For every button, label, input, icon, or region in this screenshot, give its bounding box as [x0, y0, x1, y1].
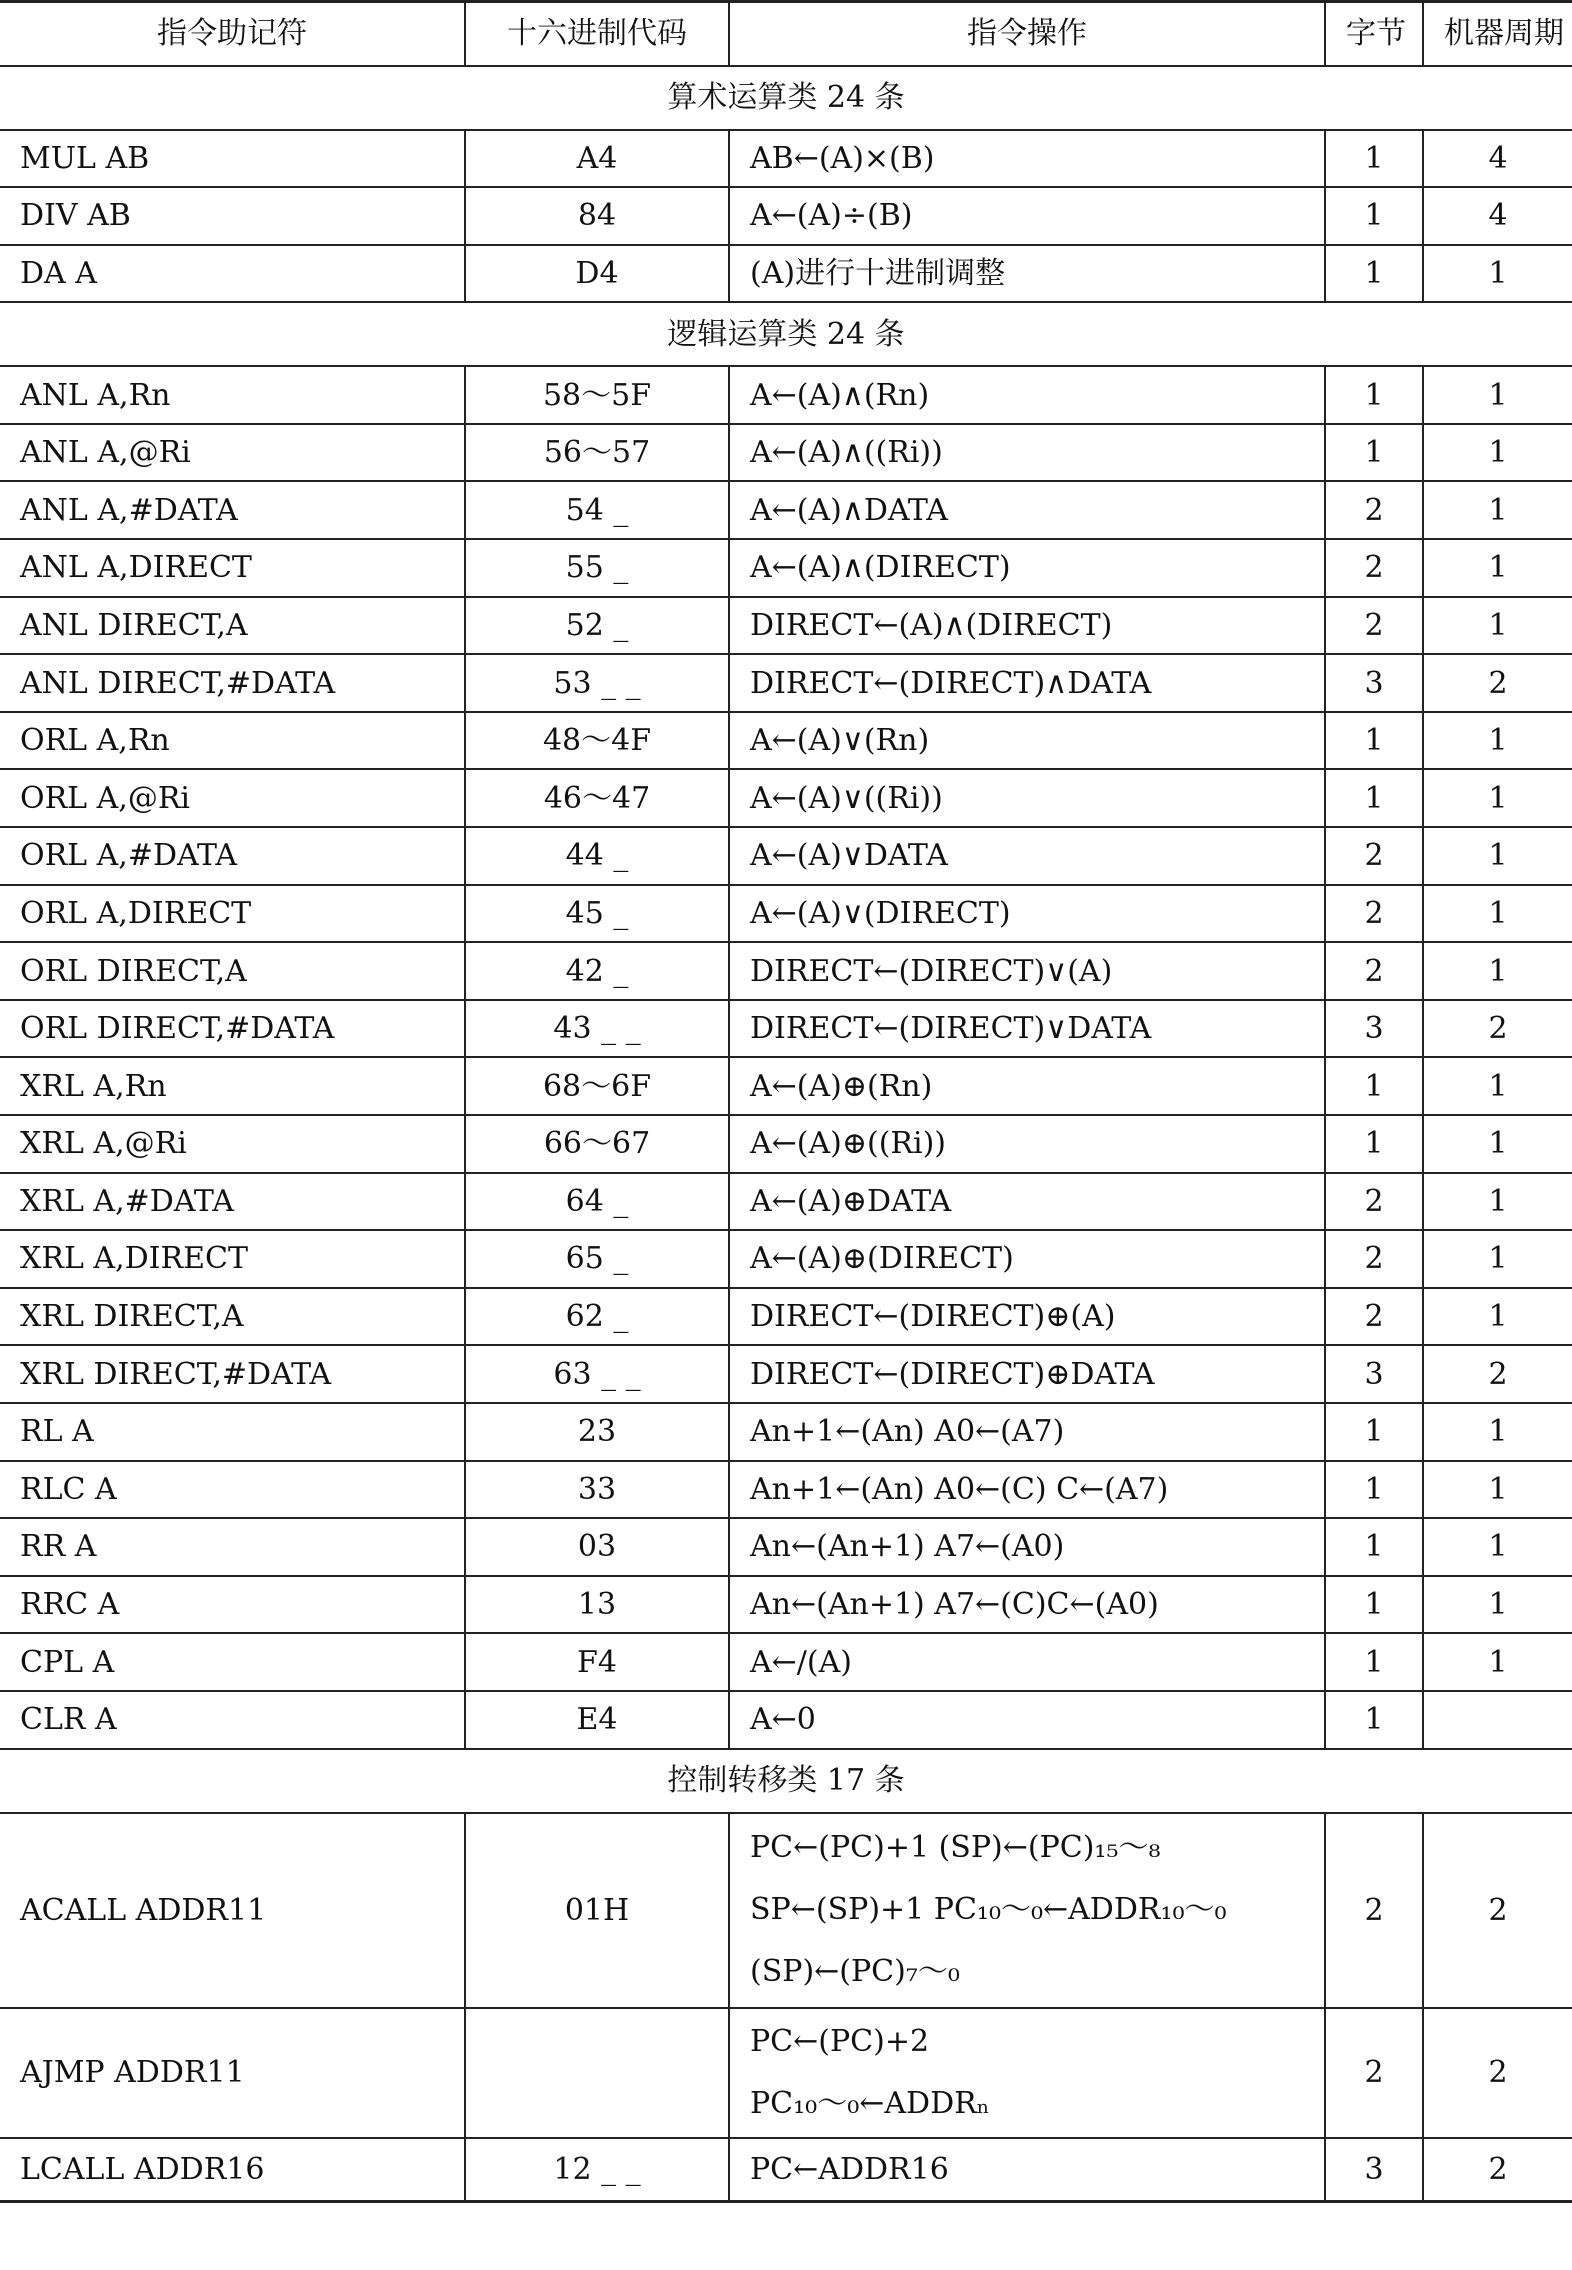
cycles-cell: 1	[1423, 424, 1572, 482]
operation-line: An+1←(An) A0←(A7)	[750, 1414, 1065, 1450]
bytes-cell: 1	[1325, 712, 1423, 770]
operation-cell	[729, 654, 1325, 712]
table-row	[0, 654, 1572, 712]
hex-code-cell: 44 _	[465, 827, 729, 885]
operation-cell	[729, 885, 1325, 943]
operation-cell	[729, 1691, 1325, 1749]
bytes-cell: 2	[1325, 481, 1423, 539]
operation-cell	[729, 2008, 1325, 2138]
operation-cell	[729, 1173, 1325, 1231]
mnemonic-cell: XRL A,@Ri	[0, 1115, 465, 1173]
bytes-cell: 1	[1325, 245, 1423, 303]
mnemonic-cell: ANL A,Rn	[0, 366, 465, 424]
bytes-cell: 1	[1325, 1461, 1423, 1519]
operation-line: DIRECT←(DIRECT)∨(A)	[750, 953, 1113, 989]
bytes-cell: 2	[1325, 2008, 1423, 2138]
operation-line: An+1←(An) A0←(C) C←(A7)	[750, 1471, 1169, 1507]
table-row	[0, 1518, 1572, 1576]
mnemonic-cell: ANL DIRECT,#DATA	[0, 654, 465, 712]
cycles-cell: 4	[1423, 130, 1572, 188]
bytes-cell: 3	[1325, 2138, 1423, 2202]
bytes-cell: 1	[1325, 769, 1423, 827]
table-row	[0, 942, 1572, 1000]
operation-line: A←(A)∧(Rn)	[750, 377, 930, 413]
mnemonic-cell: DIV AB	[0, 187, 465, 245]
section-title: 算术运算类 24 条	[0, 66, 1572, 130]
mnemonic-cell: RL A	[0, 1403, 465, 1461]
cycles-cell: 2	[1423, 654, 1572, 712]
mnemonic-cell: ORL A,@Ri	[0, 769, 465, 827]
hex-code-cell: 54 _	[465, 481, 729, 539]
hex-code-cell: 56～57	[465, 424, 729, 482]
section-header	[0, 302, 1572, 366]
bytes-cell: 1	[1325, 1691, 1423, 1749]
operation-cell	[729, 1057, 1325, 1115]
header-row	[0, 2, 1572, 66]
operation-cell	[729, 942, 1325, 1000]
mnemonic-cell: ORL A,Rn	[0, 712, 465, 770]
operation-cell	[729, 1813, 1325, 2008]
operation-cell	[729, 130, 1325, 188]
mnemonic-cell: LCALL ADDR16	[0, 2138, 465, 2202]
table-row	[0, 366, 1572, 424]
bytes-cell: 1	[1325, 1057, 1423, 1115]
table-row	[0, 245, 1572, 303]
header-cycles: 机器周期	[1423, 2, 1572, 66]
operation-cell	[729, 1000, 1325, 1058]
header-operation: 指令操作	[729, 2, 1325, 66]
operation-line: PC←(PC)+2	[750, 2023, 930, 2059]
hex-code-cell: 23	[465, 1403, 729, 1461]
table-row	[0, 424, 1572, 482]
cycles-cell: 1	[1423, 1633, 1572, 1691]
cycles-cell: 1	[1423, 597, 1572, 655]
section-header	[0, 66, 1572, 130]
cycles-cell: 1	[1423, 481, 1572, 539]
cycles-cell: 1	[1423, 769, 1572, 827]
cycles-cell: 1	[1423, 1403, 1572, 1461]
bytes-cell: 1	[1325, 424, 1423, 482]
cycles-cell: 1	[1423, 1057, 1572, 1115]
operation-cell	[729, 539, 1325, 597]
hex-code-cell: A4	[465, 130, 729, 188]
table-row	[0, 1691, 1572, 1749]
cycles-cell: 1	[1423, 1115, 1572, 1173]
table-row	[0, 1345, 1572, 1403]
hex-code-cell: 45 _	[465, 885, 729, 943]
operation-line: A←(A)∨((Ri))	[750, 780, 943, 816]
operation-line: DIRECT←(DIRECT)∨DATA	[750, 1011, 1152, 1047]
operation-line: (SP)←(PC)₇～₀	[750, 1954, 960, 1990]
operation-line: An←(An+1) A7←(A0)	[750, 1529, 1065, 1565]
operation-line: PC←(PC)+1 (SP)←(PC)₁₅～₈	[750, 1830, 1161, 1866]
mnemonic-cell: ORL A,DIRECT	[0, 885, 465, 943]
cycles-cell: 1	[1423, 712, 1572, 770]
mnemonic-cell: CLR A	[0, 1691, 465, 1749]
operation-line: A←(A)∨DATA	[750, 838, 948, 874]
table-row	[0, 1403, 1572, 1461]
hex-code-cell: 13	[465, 1576, 729, 1634]
hex-code-cell: 53 _ _	[465, 654, 729, 712]
bytes-cell: 1	[1325, 1403, 1423, 1461]
table-row	[0, 769, 1572, 827]
operation-cell	[729, 1230, 1325, 1288]
cycles-cell: 2	[1423, 1000, 1572, 1058]
cycles-cell: 1	[1423, 827, 1572, 885]
operation-cell	[729, 245, 1325, 303]
hex-code-cell: 65 _	[465, 1230, 729, 1288]
table-row	[0, 2008, 1572, 2138]
hex-code-cell: 68～6F	[465, 1057, 729, 1115]
section-title: 控制转移类 17 条	[0, 1749, 1572, 1813]
operation-cell	[729, 597, 1325, 655]
operation-cell	[729, 1576, 1325, 1634]
bytes-cell: 3	[1325, 1000, 1423, 1058]
table-row	[0, 1000, 1572, 1058]
operation-line: A←(A)⊕(Rn)	[750, 1068, 933, 1104]
cycles-cell: 1	[1423, 1173, 1572, 1231]
table-row	[0, 1173, 1572, 1231]
cycles-cell: 2	[1423, 1345, 1572, 1403]
mnemonic-cell: XRL DIRECT,#DATA	[0, 1345, 465, 1403]
bytes-cell: 3	[1325, 1345, 1423, 1403]
bytes-cell: 2	[1325, 1230, 1423, 1288]
bytes-cell: 1	[1325, 366, 1423, 424]
bytes-cell: 1	[1325, 1115, 1423, 1173]
operation-cell	[729, 1518, 1325, 1576]
mnemonic-cell: RR A	[0, 1518, 465, 1576]
table-row	[0, 1633, 1572, 1691]
header-bytes: 字节	[1325, 2, 1423, 66]
table-row	[0, 2138, 1572, 2202]
hex-code-cell: 63 _ _	[465, 1345, 729, 1403]
operation-cell	[729, 769, 1325, 827]
mnemonic-cell: XRL A,Rn	[0, 1057, 465, 1115]
bytes-cell: 1	[1325, 1518, 1423, 1576]
bytes-cell: 2	[1325, 1288, 1423, 1346]
cycles-cell: 1	[1423, 366, 1572, 424]
operation-line: PC₁₀～₀←ADDRₙ	[750, 2085, 990, 2121]
mnemonic-cell: XRL DIRECT,A	[0, 1288, 465, 1346]
operation-cell	[729, 1288, 1325, 1346]
hex-code-cell: 48～4F	[465, 712, 729, 770]
table-row	[0, 1288, 1572, 1346]
mnemonic-cell: AJMP ADDR11	[0, 2008, 465, 2138]
mnemonic-cell: XRL A,#DATA	[0, 1173, 465, 1231]
mnemonic-cell: ORL DIRECT,#DATA	[0, 1000, 465, 1058]
section-title: 逻辑运算类 24 条	[0, 302, 1572, 366]
table-row	[0, 827, 1572, 885]
mnemonic-cell: RLC A	[0, 1461, 465, 1519]
operation-cell	[729, 481, 1325, 539]
operation-line: AB←(A)×(B)	[750, 140, 935, 176]
mnemonic-cell: ANL A,#DATA	[0, 481, 465, 539]
operation-line: A←0	[750, 1702, 816, 1738]
operation-cell	[729, 1403, 1325, 1461]
cycles-cell: 4	[1423, 187, 1572, 245]
operation-line: DIRECT←(DIRECT)⊕(A)	[750, 1299, 1116, 1335]
operation-line: DIRECT←(DIRECT)⊕DATA	[750, 1356, 1155, 1392]
mnemonic-cell: DA A	[0, 245, 465, 303]
hex-code-cell: 03	[465, 1518, 729, 1576]
hex-code-cell: 55 _	[465, 539, 729, 597]
operation-cell	[729, 424, 1325, 482]
operation-cell	[729, 712, 1325, 770]
operation-line: DIRECT←(DIRECT)∧DATA	[750, 665, 1152, 701]
bytes-cell: 2	[1325, 827, 1423, 885]
mnemonic-cell: MUL AB	[0, 130, 465, 188]
table-row	[0, 1115, 1572, 1173]
operation-line: DIRECT←(A)∧(DIRECT)	[750, 607, 1113, 643]
hex-code-cell: F4	[465, 1633, 729, 1691]
operation-cell	[729, 187, 1325, 245]
hex-code-cell: 62 _	[465, 1288, 729, 1346]
hex-code-cell	[465, 2008, 729, 2138]
header-mnemonic: 指令助记符	[0, 2, 465, 66]
operation-cell	[729, 2138, 1325, 2202]
mnemonic-cell: ORL A,#DATA	[0, 827, 465, 885]
hex-code-cell: 33	[465, 1461, 729, 1519]
mnemonic-cell: ACALL ADDR11	[0, 1813, 465, 2008]
table-row	[0, 1576, 1572, 1634]
section-header	[0, 1749, 1572, 1813]
operation-line: A←(A)÷(B)	[750, 198, 913, 234]
hex-code-cell: 58～5F	[465, 366, 729, 424]
hex-code-cell: 01H	[465, 1813, 729, 2008]
bytes-cell: 3	[1325, 654, 1423, 712]
operation-line: (A)进行十进制调整	[750, 255, 1006, 291]
operation-cell	[729, 1633, 1325, 1691]
table-row	[0, 187, 1572, 245]
table-row	[0, 1057, 1572, 1115]
hex-code-cell: 46～47	[465, 769, 729, 827]
mnemonic-cell: RRC A	[0, 1576, 465, 1634]
bytes-cell: 1	[1325, 1576, 1423, 1634]
operation-cell	[729, 366, 1325, 424]
operation-cell	[729, 1115, 1325, 1173]
hex-code-cell: 66～67	[465, 1115, 729, 1173]
cycles-cell: 2	[1423, 1813, 1572, 2008]
operation-line: A←(A)⊕((Ri))	[750, 1126, 947, 1162]
operation-line: SP←(SP)+1 PC₁₀～₀←ADDR₁₀～₀	[750, 1892, 1227, 1928]
hex-code-cell: D4	[465, 245, 729, 303]
operation-line: PC←ADDR16	[750, 2151, 949, 2187]
hex-code-cell: 12 _ _	[465, 2138, 729, 2202]
table-row	[0, 885, 1572, 943]
hex-code-cell: 42 _	[465, 942, 729, 1000]
operation-line: A←(A)∧(DIRECT)	[750, 550, 1011, 586]
hex-code-cell: 52 _	[465, 597, 729, 655]
table-row	[0, 130, 1572, 188]
hex-code-cell: 43 _ _	[465, 1000, 729, 1058]
mnemonic-cell: XRL A,DIRECT	[0, 1230, 465, 1288]
cycles-cell: 1	[1423, 245, 1572, 303]
mnemonic-cell: ORL DIRECT,A	[0, 942, 465, 1000]
operation-line: A←(A)∨(Rn)	[750, 723, 930, 759]
bytes-cell: 1	[1325, 187, 1423, 245]
operation-line: A←(A)⊕DATA	[750, 1183, 952, 1219]
bytes-cell: 1	[1325, 130, 1423, 188]
cycles-cell: 1	[1423, 1230, 1572, 1288]
operation-line: An←(An+1) A7←(C)C←(A0)	[750, 1587, 1159, 1623]
header-hex-code: 十六进制代码	[465, 2, 729, 66]
table-row	[0, 1230, 1572, 1288]
cycles-cell: 1	[1423, 1576, 1572, 1634]
bytes-cell: 2	[1325, 539, 1423, 597]
cycles-cell: 1	[1423, 942, 1572, 1000]
table-row	[0, 481, 1572, 539]
cycles-cell: 1	[1423, 539, 1572, 597]
table-body	[0, 2, 1572, 2202]
operation-cell	[729, 1461, 1325, 1519]
cycles-cell: 2	[1423, 2138, 1572, 2202]
hex-code-cell: 84	[465, 187, 729, 245]
mnemonic-cell: ANL A,DIRECT	[0, 539, 465, 597]
mnemonic-cell: CPL A	[0, 1633, 465, 1691]
cycles-cell: 1	[1423, 1518, 1572, 1576]
bytes-cell: 2	[1325, 1813, 1423, 2008]
hex-code-cell: 64 _	[465, 1173, 729, 1231]
operation-line: A←(A)∧DATA	[750, 492, 948, 528]
operation-cell	[729, 827, 1325, 885]
bytes-cell: 2	[1325, 1173, 1423, 1231]
mnemonic-cell: ANL DIRECT,A	[0, 597, 465, 655]
operation-line: A←(A)⊕(DIRECT)	[750, 1241, 1014, 1277]
cycles-cell: 1	[1423, 1288, 1572, 1346]
operation-line: A←/(A)	[750, 1644, 852, 1680]
table-row	[0, 539, 1572, 597]
cycles-cell	[1423, 1691, 1572, 1749]
operation-line: A←(A)∧((Ri))	[750, 435, 943, 471]
hex-code-cell: E4	[465, 1691, 729, 1749]
table-row	[0, 1813, 1572, 2008]
operation-line: A←(A)∨(DIRECT)	[750, 895, 1011, 931]
cycles-cell: 2	[1423, 2008, 1572, 2138]
cycles-cell: 1	[1423, 885, 1572, 943]
bytes-cell: 2	[1325, 597, 1423, 655]
table-row	[0, 712, 1572, 770]
cycles-cell: 1	[1423, 1461, 1572, 1519]
table-row	[0, 1461, 1572, 1519]
table-row	[0, 597, 1572, 655]
bytes-cell: 1	[1325, 1633, 1423, 1691]
bytes-cell: 2	[1325, 942, 1423, 1000]
bytes-cell: 2	[1325, 885, 1423, 943]
mnemonic-cell: ANL A,@Ri	[0, 424, 465, 482]
operation-cell	[729, 1345, 1325, 1403]
